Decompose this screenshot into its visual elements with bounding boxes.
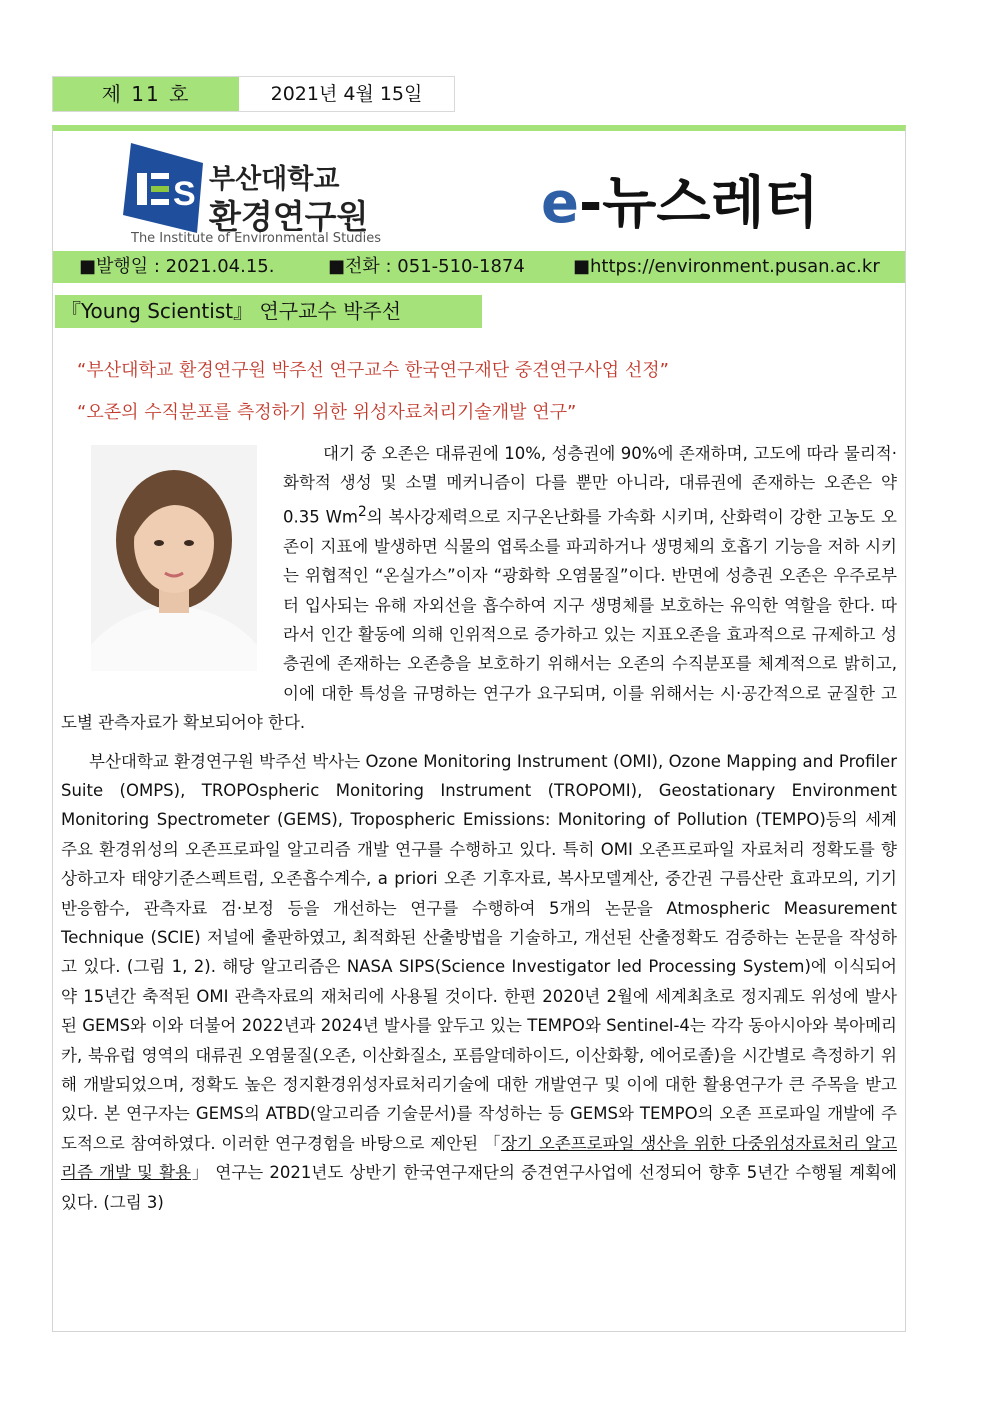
superscript: 2 <box>357 503 367 520</box>
project-title: 장기 오존프로파일 생산을 위한 다중위성자료처리 알고리즘 개발 및 활용 <box>61 1133 898 1183</box>
paragraph-2 <box>61 747 897 1218</box>
phone-number: ■전화 : 051-510-1874 <box>328 256 525 277</box>
article-body <box>61 439 897 1217</box>
headline-1: “부산대학교 환경연구원 박주선 연구교수 한국연구재단 중견연구사업 선정” <box>77 360 670 381</box>
published-date: ■발행일 : 2021.04.15. <box>79 256 275 277</box>
ies-logo-mark-icon <box>123 143 207 233</box>
researcher-photo <box>61 445 283 685</box>
paragraph-1-text-b: 의 복사강제력으로 지구온난화를 가속화 시키며, 산화력이 강한 고농도 오존이 지표에 발생하면 식물의 엽록소를 파괴하거나 생명체의 호흡기 기능을 저하 시키는 위협적인 “온실가스”이자 “광화학 오염물질”이다. 반면에 성층권 오존은 우주로부터 입사되는 유해 자외선을 흡수하여 지구 생명체를 보호하는 유익한 역할을 한다. 따라서 인간 활동에 의해 인위적으로 증가하고 있는 지표오존을 효과적으로 규제하고 성층권에 존재하는 오존층을 보호하기 위해서는 오존의 수직분포를 체계적으로 밝히고, 이에 대한 특성을 규명하는 연구가 요구되며, 이를 위해서는 시·공간적으로 균질한 고도별 관측자료가 확보되어야 한다. <box>61 507 897 733</box>
portrait-image <box>91 445 257 671</box>
logo-university: 부산대학교 <box>209 164 340 195</box>
section-title: 『Young Scientist』 연구교수 박주선 <box>55 295 482 328</box>
svg-text:S: S <box>173 175 196 213</box>
paragraph-2-text-b: 」 연구는 2021년도 상반기 한국연구재단의 중견연구사업에 선정되어 향후 5년간 수행될 계획에 있다. (그림 3) <box>61 1163 897 1212</box>
website-link[interactable]: ■https://environment.pusan.ac.kr <box>573 256 880 277</box>
paragraph-2-text-a: 부산대학교 환경연구원 박주선 박사는 Ozone Monitoring Instrument (OMI), Ozone Mapping and Profiler Suite (OMPS), TROPOspheric Monitoring Instrument (TROPOMI), Geostationary Environment Monitoring Spectrometer (GEMS), Tropospheric Emissions: Monitoring of Pollution (TEMPO)등의 세계 주요 환경위성의 오존프로파일 알고리즘 개발 연구를 수행하고 있다. 특히 OMI 오존프로파일 자료처리 정확도를 향상하고자 태양기준스펙트럼, 오존흡수계수, a priori 오존 기후자료, 복사모델계산, 중간권 구름산란 효과모의, 기기반응함수, 관측자료 검·보정 등을 개선하는 연구를 수행하여 5개의 논문을 Atmospheric Measurement Technique (SCIE) 저널에 출판하였고, 최적화된 산출방법을 기술하고, 개선된 산출정확도 검증하는 논문을 작성하고 있다. (그림 1, 2). 해당 알고리즘은 NASA SIPS(Science Investigator led Processing System)에 이식되어 약 15년간 축적된 OMI 관측자료의 재처리에 사용될 것이다. 한편 2020년 2월에 세계최초로 정지궤도 위성에 발사된 GEMS와 이와 더불어 2022년과 2024년 발사를 앞두고 있는 TEMPO와 Sentinel-4는 각각 동아시아와 북아메리카, 북유럽 영역의 대류권 오염물질(오존, 이산화질소, 포름알데하이드, 이산화황, 에어로졸)을 시간별로 측정하기 위해 개발되었으며, 정확도 높은 정지환경위성자료처리기술에 대한 개발연구 및 이에 대한 활용연구가 큰 주목을 받고 있다. 본 연구자는 GEMS의 ATBD(알고리즘 기술문서)를 작성하는 등 GEMS와 TEMPO의 오존 프로파일 개발에 주도적으로 참여하였다. 이러한 연구경험을 바탕으로 제안된 「 <box>61 751 897 1153</box>
title-rest: -뉴스레터 <box>578 171 819 236</box>
info-bar <box>53 251 905 283</box>
paragraph-1-text-a: 대기 중 오존은 대류권에 10%, 성층권에 90%에 존재하며, 고도에 따라 물리적·화학적 생성 및 소멸 메커니즘이 다를 뿐만 아니라, 대류권에 존재하는 오존은 약 0.35 Wm <box>283 444 897 527</box>
newsletter-title <box>541 159 819 239</box>
ies-logo <box>123 143 393 249</box>
title-prefix: e <box>541 171 579 236</box>
issue-box <box>52 76 455 112</box>
newsletter-body <box>52 125 906 1332</box>
headline-2: “오존의 수직분포를 측정하기 위한 위성자료처리기술개발 연구” <box>77 402 577 423</box>
logo-institute: 환경연구원 <box>209 197 369 236</box>
logo-english-name: The Institute of Environmental Studies <box>131 231 382 246</box>
issue-date: 2021년 4월 15일 <box>270 83 423 105</box>
issue-number: 제 11 호 <box>53 77 239 111</box>
